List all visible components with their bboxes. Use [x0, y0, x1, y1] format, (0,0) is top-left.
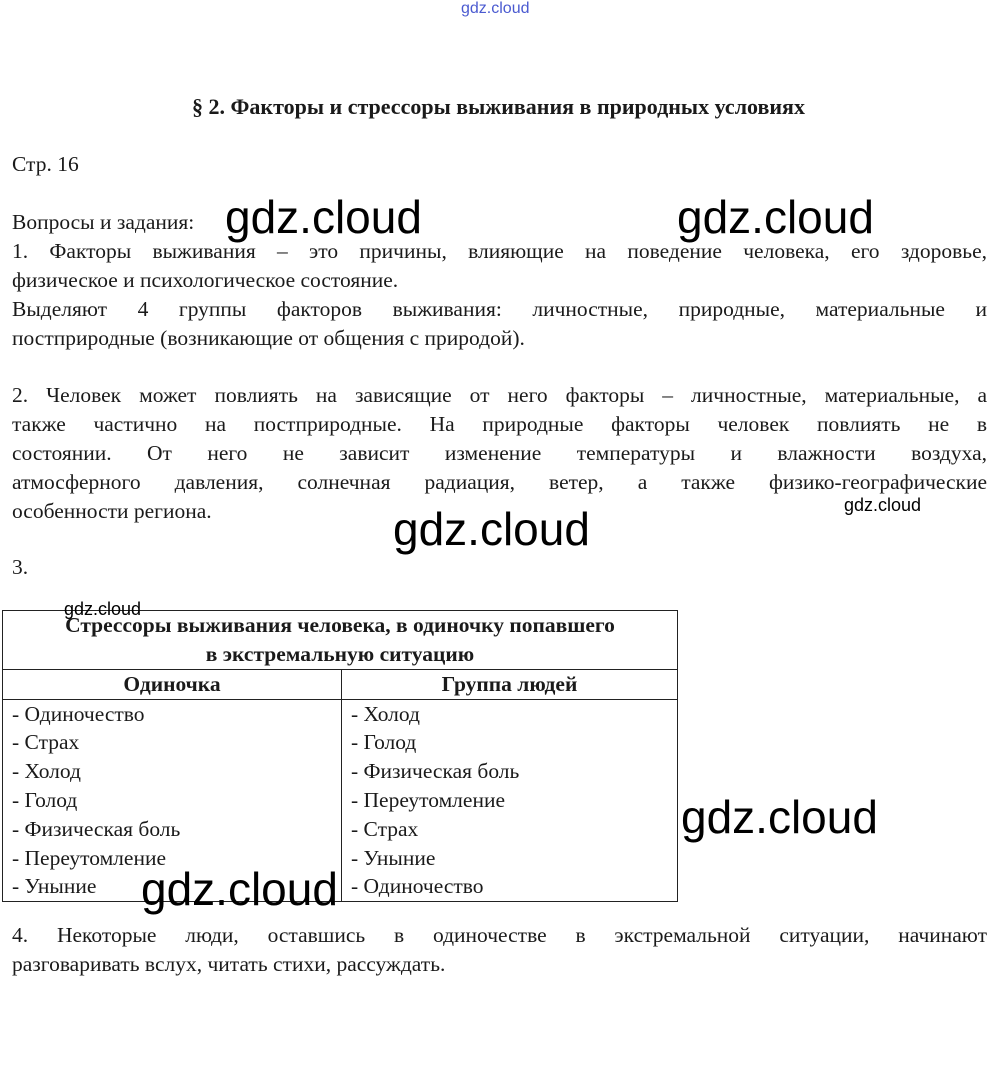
list-item: - Одиночество [12, 701, 145, 726]
table-row [3, 699, 678, 902]
answer-2-line: атмосферного давления, солнечная радиация, ветер, а также физико-географические [12, 470, 987, 494]
watermark-top: gdz.cloud [461, 0, 530, 17]
section-label: Вопросы и задания: [12, 210, 195, 234]
stressors-table [2, 610, 678, 902]
table-caption-line: Стрессоры выживания человека, в одиночку попавшего [65, 613, 615, 637]
answer-2-line: также частично на постприродные. На природные факторы человек повлиять не в [12, 412, 987, 436]
list-item: - Физическая боль [351, 759, 520, 784]
watermark: gdz.cloud [677, 191, 874, 243]
list-item: - Переутомление [12, 845, 166, 870]
list-item: - Уныние [12, 874, 97, 899]
page-reference: Стр. 16 [12, 152, 79, 176]
list-item: - Голод [351, 730, 417, 755]
column-header-single: Одиночка [3, 669, 342, 699]
watermark: gdz.cloud [141, 863, 338, 915]
answer-1-line: Выделяют 4 группы факторов выживания: личностные, природные, материальные и [12, 297, 987, 321]
answer-2-line: 2. Человек может повлиять на зависящие от него факторы – личностные, материальные, а [12, 383, 987, 407]
answer-4-line: разговаривать вслух, читать стихи, рассуждать. [12, 952, 446, 976]
watermark: gdz.cloud [393, 503, 590, 555]
answer-1-line: физическое и психологическое состояние. [12, 268, 399, 292]
answer-1 [12, 237, 987, 353]
list-item: - Холод [12, 759, 81, 784]
list-item: - Физическая боль [12, 816, 181, 841]
table-caption-line: в экстремальную ситуацию [205, 641, 475, 666]
list-item: - Одиночество [351, 874, 484, 899]
answer-1-line: постприродные (возникающие от общения с природой). [12, 326, 525, 350]
group-stressors-list [342, 699, 678, 902]
answer-4 [12, 921, 987, 979]
answer-3-label: 3. [12, 555, 29, 579]
page-title: § 2. Факторы и стрессоры выживания в природных условиях [192, 94, 805, 119]
list-item: - Переутомление [351, 787, 505, 812]
watermark: gdz.cloud [64, 599, 142, 619]
watermark: gdz.cloud [681, 791, 878, 843]
list-item: - Голод [12, 787, 78, 812]
watermark: gdz.cloud [844, 495, 922, 515]
answer-2-line: состоянии. От него не зависит изменение температуры и влажности воздуха, [12, 441, 987, 465]
column-header-group: Группа людей [342, 669, 678, 699]
list-item: - Холод [351, 701, 420, 726]
answer-4-line: 4. Некоторые люди, оставшись в одиночестве в экстремальной ситуации, начинают [12, 923, 987, 947]
answer-1-line: 1. Факторы выживания – это причины, влияющие на поведение человека, его здоровье, [12, 239, 987, 263]
answer-2-line: особенности региона. [12, 499, 212, 523]
list-item: - Уныние [351, 845, 436, 870]
table-header-row [3, 669, 678, 699]
list-item: - Страх [351, 816, 419, 841]
list-item: - Страх [12, 730, 80, 755]
watermark: gdz.cloud [225, 191, 422, 243]
